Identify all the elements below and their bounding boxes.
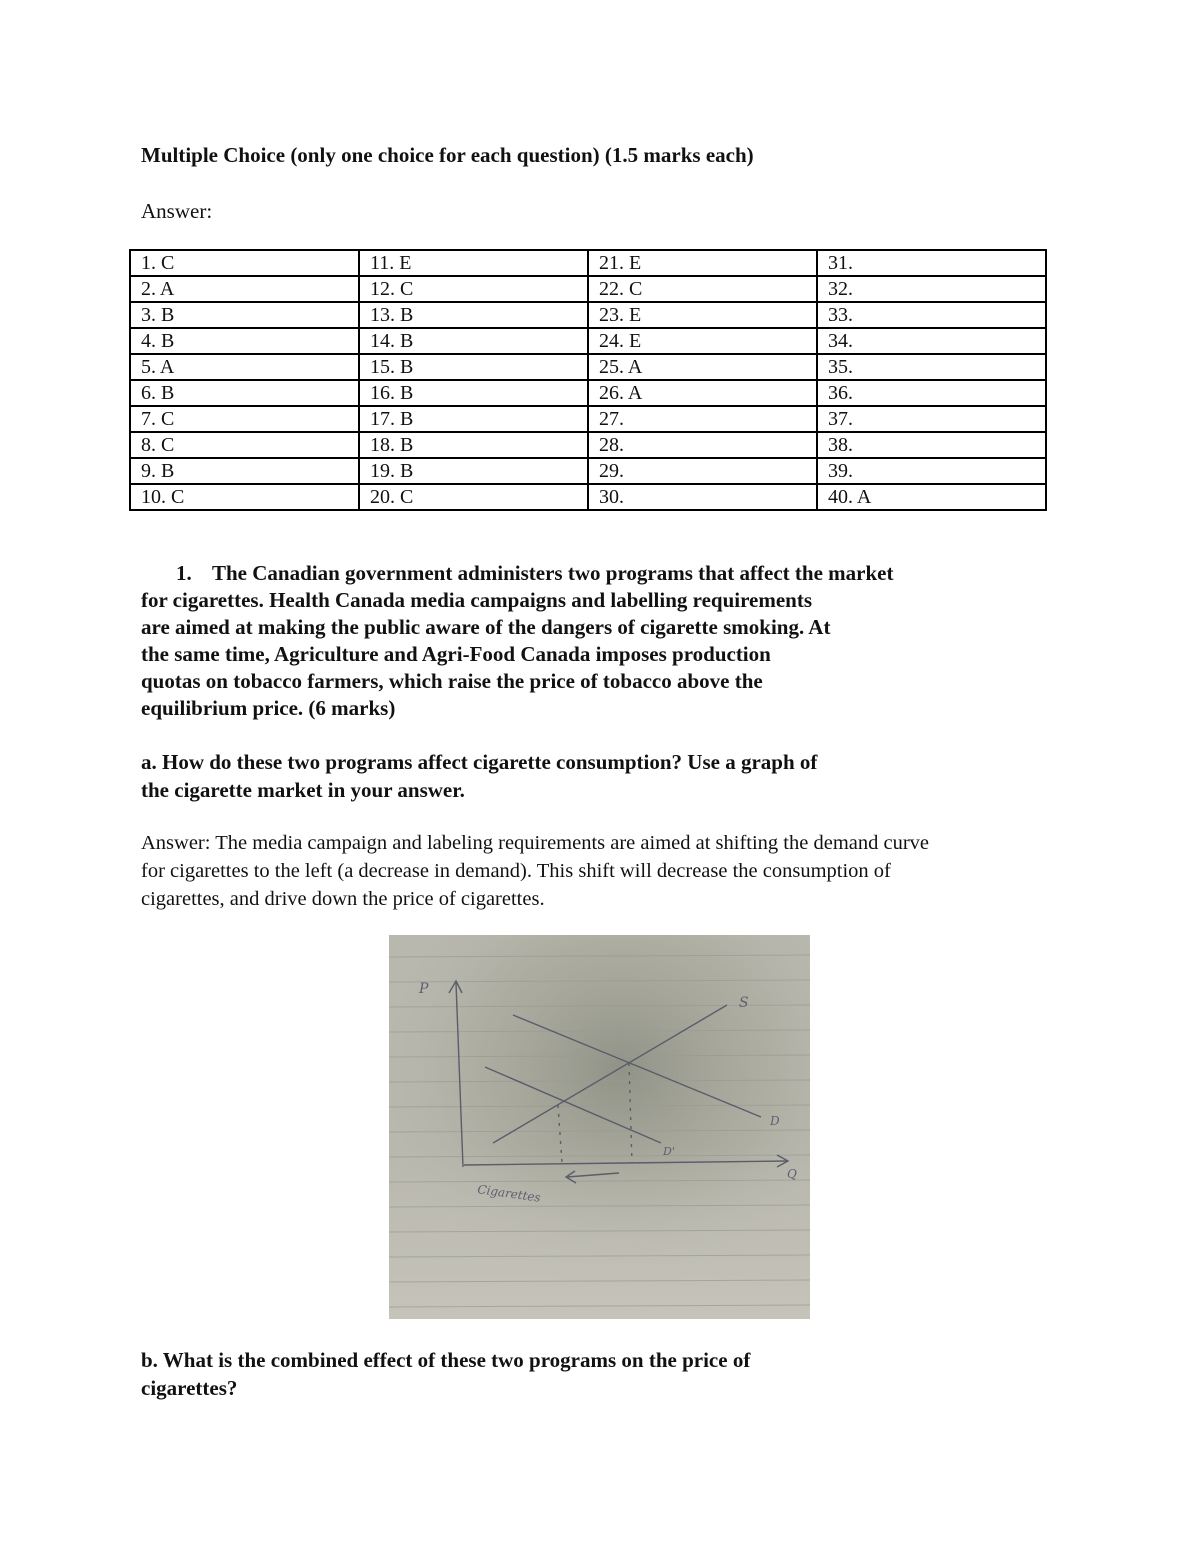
question-1-line: quotas on tobacco farmers, which raise the price of tobacco above the xyxy=(141,669,763,693)
answer-cell: 24. E xyxy=(588,328,817,354)
answer-cell: 20. C xyxy=(359,484,588,510)
answer-cell: 15. B xyxy=(359,354,588,380)
section-heading: Multiple Choice (only one choice for each question) (1.5 marks each) xyxy=(141,143,754,167)
answer-cell: 14. B xyxy=(359,328,588,354)
answer-cell: 3. B xyxy=(130,302,359,328)
answer-cell: 40. A xyxy=(817,484,1046,510)
answer-cell: 13. B xyxy=(359,302,588,328)
answer-cell: 6. B xyxy=(130,380,359,406)
part-b-line: cigarettes? xyxy=(141,1376,238,1400)
question-1-text: The Canadian government administers two programs that affect the market xyxy=(212,561,894,585)
answer-cell: 37. xyxy=(817,406,1046,432)
question-1-line: for cigarettes. Health Canada media campaigns and labelling requirements xyxy=(141,588,813,612)
part-a-question xyxy=(141,748,941,804)
question-1-line: are aimed at making the public aware of the dangers of cigarette smoking. At xyxy=(141,615,831,639)
demand-label: D xyxy=(770,1114,780,1128)
table-row xyxy=(130,250,1046,276)
answer-cell: 36. xyxy=(817,380,1046,406)
answer-cell: 32. xyxy=(817,276,1046,302)
answer-cell: 5. A xyxy=(130,354,359,380)
table-row xyxy=(130,302,1046,328)
market-label: Cigarettes xyxy=(476,1182,542,1205)
answer-cell: 34. xyxy=(817,328,1046,354)
answer-cell: 26. A xyxy=(588,380,817,406)
answer-cell: 9. B xyxy=(130,458,359,484)
part-a-line: a. How do these two programs affect cigarette consumption? Use a graph of xyxy=(141,750,818,774)
answer-cell: 33. xyxy=(817,302,1046,328)
answer-cell: 31. xyxy=(817,250,1046,276)
answer-cell: 16. B xyxy=(359,380,588,406)
answer-cell: 30. xyxy=(588,484,817,510)
answer-line: cigarettes, and drive down the price of cigarettes. xyxy=(141,888,545,910)
answer-cell: 11. E xyxy=(359,250,588,276)
answer-cell: 10. C xyxy=(130,484,359,510)
answer-cell: 29. xyxy=(588,458,817,484)
question-1-line: equilibrium price. (6 marks) xyxy=(141,696,396,720)
part-a-answer xyxy=(141,829,1056,913)
answer-cell: 21. E xyxy=(588,250,817,276)
table-row xyxy=(130,458,1046,484)
answer-cell: 28. xyxy=(588,432,817,458)
table-row xyxy=(130,406,1046,432)
table-row xyxy=(130,432,1046,458)
answer-cell: 25. A xyxy=(588,354,817,380)
answer-line: Answer: The media campaign and labeling requirements are aimed at shifting the demand curve xyxy=(141,832,930,854)
part-b-line: b. What is the combined effect of these two programs on the price of xyxy=(141,1348,751,1372)
table-row xyxy=(130,276,1046,302)
supply-demand-sketch xyxy=(389,935,810,1319)
hand-drawn-graph-photo xyxy=(389,935,810,1319)
supply-label: S xyxy=(739,995,749,1011)
answer-cell: 27. xyxy=(588,406,817,432)
answer-label: Answer: xyxy=(141,199,213,223)
x-axis-label: Q xyxy=(787,1167,797,1181)
answer-cell: 38. xyxy=(817,432,1046,458)
answer-cell: 23. E xyxy=(588,302,817,328)
y-axis-label: P xyxy=(419,981,429,997)
part-b-question xyxy=(141,1346,941,1402)
answer-cell: 1. C xyxy=(130,250,359,276)
table-row xyxy=(130,380,1046,406)
new-demand-label: D' xyxy=(663,1145,675,1158)
answer-line: for cigarettes to the left (a decrease in demand). This shift will decrease the consumption of xyxy=(141,860,891,882)
question-1 xyxy=(141,560,1001,722)
answer-cell: 18. B xyxy=(359,432,588,458)
answer-cell: 39. xyxy=(817,458,1046,484)
answer-cell: 17. B xyxy=(359,406,588,432)
answer-cell: 4. B xyxy=(130,328,359,354)
answer-cell: 19. B xyxy=(359,458,588,484)
answer-cell: 22. C xyxy=(588,276,817,302)
answer-table xyxy=(129,249,1047,511)
answer-table-body xyxy=(130,250,1046,510)
question-1-line xyxy=(141,560,1001,587)
table-row xyxy=(130,484,1046,510)
table-row xyxy=(130,328,1046,354)
answer-cell: 35. xyxy=(817,354,1046,380)
answer-cell: 12. C xyxy=(359,276,588,302)
part-a-line: the cigarette market in your answer. xyxy=(141,778,465,802)
answer-cell: 2. A xyxy=(130,276,359,302)
table-row xyxy=(130,354,1046,380)
answer-cell: 8. C xyxy=(130,432,359,458)
question-1-number: 1. xyxy=(176,561,192,585)
question-1-line: the same time, Agriculture and Agri-Food Canada imposes production xyxy=(141,642,771,666)
answer-cell: 7. C xyxy=(130,406,359,432)
